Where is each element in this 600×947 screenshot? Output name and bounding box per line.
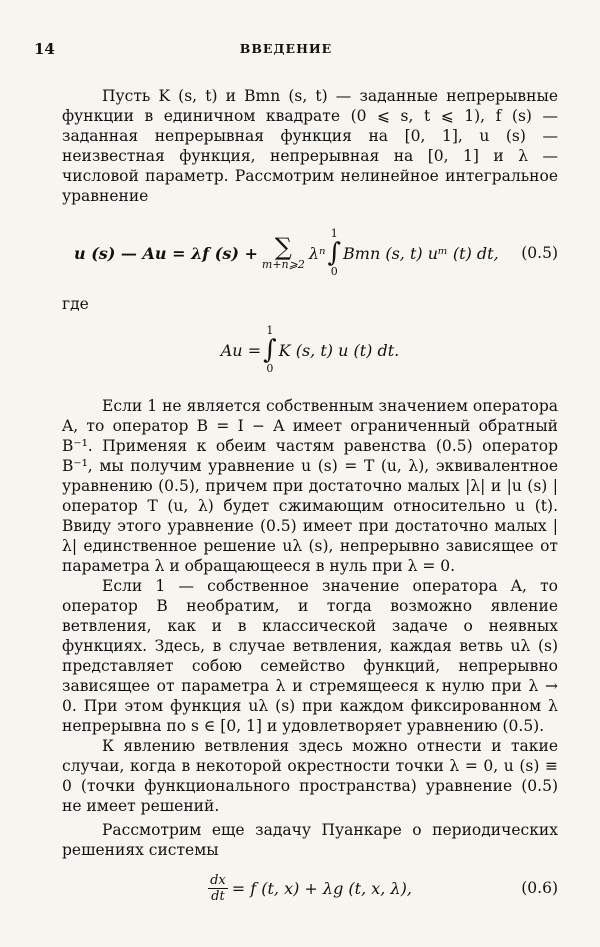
au-left: Au = xyxy=(220,340,262,360)
integral-lower-limit: 0 xyxy=(330,265,338,278)
page-header xyxy=(34,40,538,60)
au-integrand: K (s, t) u (t) dt. xyxy=(278,340,400,360)
equation-0-5 xyxy=(62,214,558,292)
integral-symbol: ∫ xyxy=(327,238,342,268)
eq05-left: u (s) — Au = λf (s) + xyxy=(74,243,258,263)
paragraph-no-solutions: К явлению ветвления здесь можно отнести и такие случаи, когда в некоторой окрестности точки λ = 0, u (s) ≡ 0 (точки функционального пространства) уравнение (0.5) не имеет решений. xyxy=(62,737,558,815)
sum-operator xyxy=(262,235,305,271)
where-label: где xyxy=(62,295,89,313)
eq06-rhs: = f (t, x) + λg (t, x, λ), xyxy=(231,878,412,898)
text-body xyxy=(62,86,558,908)
equation-number-0-5: (0.5) xyxy=(521,244,558,262)
au-integral-upper: 1 xyxy=(266,324,274,337)
fraction-denominator: dt xyxy=(211,888,225,904)
running-title: ВВЕДЕНИЕ xyxy=(239,41,333,56)
integral-upper-limit: 1 xyxy=(330,227,338,240)
paragraph-branching: Если 1 — собственное значение оператора A, то оператор B необратим, и тогда возможно явление ветвления, как и в классической задаче о неявных функциях. Здесь, в случае ветвления, каждая ветвь uλ (s) представляет собою семейство функций, непрерывно зависящее от параметра λ и стремящееся к нулю при λ → 0. При этом функция uλ (s) при каждом фиксированном λ непрерывна по s ∈ [0, 1] и удовлетворяет уравнению (0.5). xyxy=(62,577,558,735)
page-number: 14 xyxy=(34,40,55,58)
derivative-fraction xyxy=(208,873,228,904)
sum-symbol: ∑ xyxy=(274,233,292,261)
equation-number-0-6: (0.6) xyxy=(521,879,558,897)
au-integral xyxy=(263,325,277,375)
fraction-numerator: dx xyxy=(210,872,226,888)
eq05-integrand: Bmn (s, t) uᵐ (t) dt, xyxy=(343,243,499,263)
paragraph-intro: Пусть K (s, t) и Bmn (s, t) — заданные непрерывные функции в единичном квадрате (0 ⩽ s, t ⩽ 1), f (s) — заданная непрерывная функция на [0, 1], u (s) — неизвестная функция, непрерывная на [0, 1] и λ — числовой параметр. Рассмотрим нелинейное интегральное уравнение xyxy=(62,87,558,205)
equation-au xyxy=(62,318,558,382)
paragraph-nonresonant: Если 1 не является собственным значением оператора A, то оператор B = I − A имеет ограниченный обратный B⁻¹. Применяя к обеим частям равенства (0.5) оператор B⁻¹, мы получим уравнение u (s) = T (u, λ), эквивалентное уравнению (0.5), причем при достаточно малых |λ| и |u (s) | оператор T (u, λ) будет сжимающим относительно u (t). Ввиду этого уравнение (0.5) имеет при достаточно малых |λ| единственное решение uλ (s), непрерывно зависящее от параметра λ и обращающееся в нуль при λ = 0. xyxy=(62,397,558,575)
integral-operator xyxy=(327,228,341,278)
au-integral-symbol: ∫ xyxy=(263,335,277,365)
lambda-power: λⁿ xyxy=(308,243,326,263)
sum-subscript: m+n⩾2 xyxy=(261,258,305,271)
equation-0-6 xyxy=(62,868,558,908)
au-integral-lower: 0 xyxy=(266,362,274,375)
paragraph-poincare: Рассмотрим еще задачу Пуанкаре о периодических решениях системы xyxy=(62,821,558,859)
